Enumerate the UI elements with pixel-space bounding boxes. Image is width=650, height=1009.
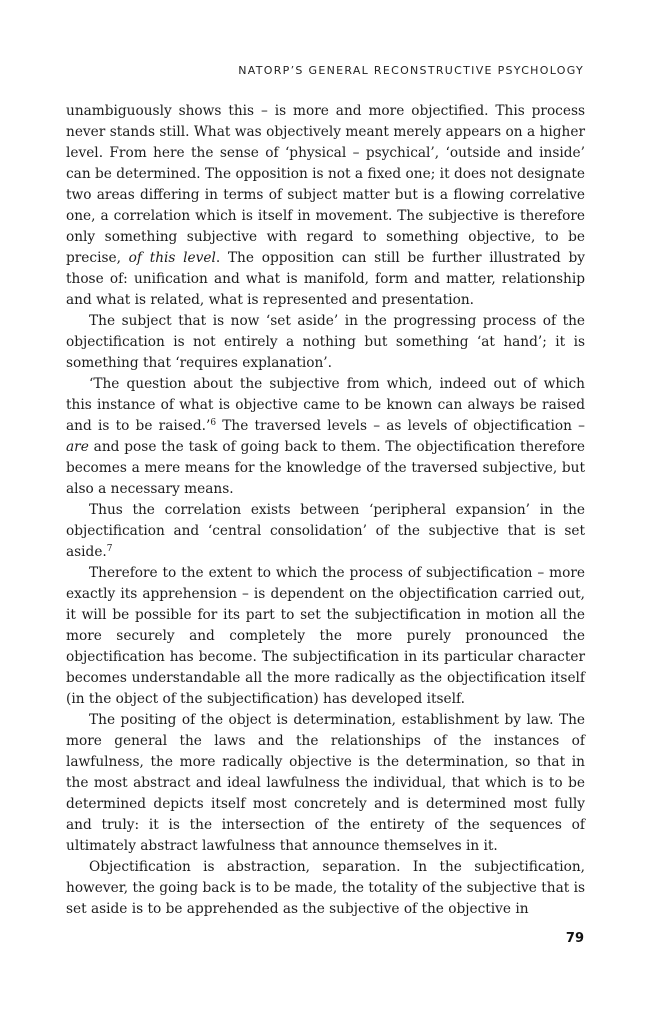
running-head: NATORP’S GENERAL RECONSTRUCTIVE PSYCHOLOGY [238,64,584,77]
paragraph-2 [66,311,585,374]
paragraph-3-emphasis: are [66,439,89,455]
paragraph-6-text: The positing of the object is determination, establishment by law. The more general the laws and the relationships of the instances of lawfulness, the more radically objective is the determination, so that in the most abstract and ideal lawfulness the individual, that which is to be determined depicts itself most concretely and is determined most fully and truly: it is the intersection of the entirety of the sequences of ultimately abstract lawfulness that announce themselves in it. [66,712,585,854]
paragraph-3-text-end: and pose the task of going back to them. The objectification therefore becomes a mere means for the knowledge of the traversed subjective, but also a necessary means. [66,439,585,497]
paragraph-3 [66,374,585,500]
paragraph-5 [66,563,585,710]
page-number: 79 [565,931,584,946]
body-text [66,101,585,920]
paragraph-1-emphasis: of this level [128,250,216,266]
paragraph-7-text: Objectification is abstraction, separation. In the subjectification, however, the going back is to be made, the totality of the subjective that is set aside is to be apprehended as the subjective of the objective in [66,859,585,917]
paragraph-7 [66,857,585,920]
paragraph-2-text: The subject that is now ‘set aside’ in the progressing process of the objectification is not entirely a nothing but something ‘at hand’; it is something that ‘requires explanation’. [66,313,585,371]
paragraph-4 [66,500,585,563]
footnote-marker-6: 6 [210,418,217,428]
paragraph-1 [66,101,585,311]
paragraph-4-text: Thus the correlation exists between ‘peripheral expansion’ in the objectification and ‘central consolidation’ of the subjective that is set aside. [66,502,585,560]
paragraph-1-text-end: . The opposition can still be further illustrated by those of: unification and what is manifold, form and matter, relationship and what is related, what is represented and presentation. [66,250,585,308]
paragraph-5-text: Therefore to the extent to which the process of subjectification – more exactly its apprehension – is dependent on the objectification carried out, it will be possible for its part to set the subjectification in motion all the more securely and completely the more purely pronounced the objectification has become. The subjectification in its particular character becomes understandable all the more radically as the objectification itself (in the object of the subjectification) has developed itself. [66,565,585,707]
paragraph-3-text: The traversed levels – as levels of objectification – [216,418,585,434]
paragraph-6 [66,710,585,857]
paragraph-3-quote: ‘The question about the subjective from which, indeed out of which this instance of what is objective came to be known can always be raised and is to be raised.’ [66,376,585,434]
paragraph-1-text: unambiguously shows this – is more and more objectified. This process never stands still. What was objectively meant merely appears on a higher level. From here the sense of ‘physical – psychical’, ‘outside and inside’ can be determined. The opposition is not a fixed one; it does not designate two areas differing in terms of subject matter but is a flowing correlative one, a correlation which is itself in movement. The subjective is therefore only something subjective with regard to something objective, to be precise, [66,103,585,266]
footnote-marker-7: 7 [106,544,113,554]
